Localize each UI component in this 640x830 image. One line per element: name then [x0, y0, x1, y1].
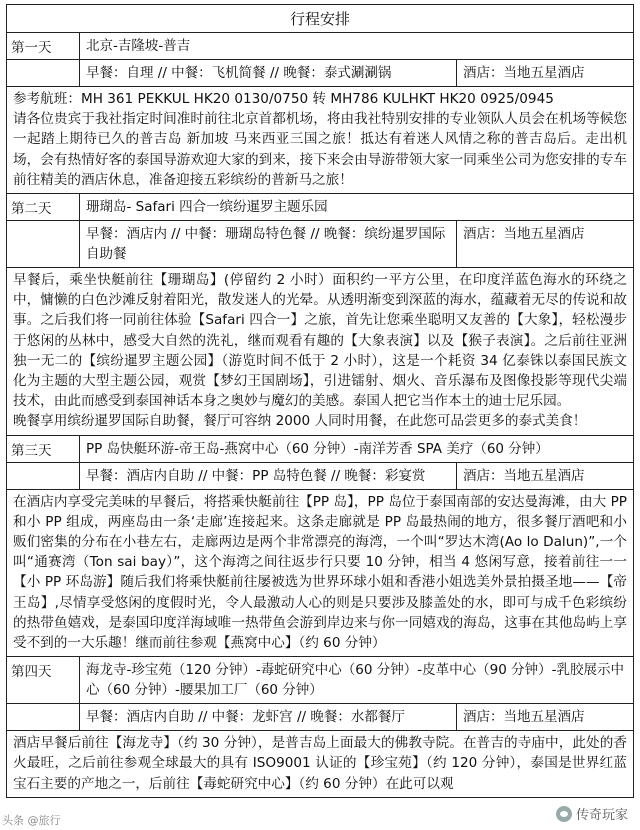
day-4-label: 第四天 — [7, 657, 80, 703]
day-3-meals: 早餐：酒店内自助 // 中餐：PP 岛特色餐 // 晚餐：彩宴赏 — [80, 463, 457, 489]
day-4-meals: 早餐：酒店内自助 // 中餐：龙虾宫 // 晚餐：水都餐厅 — [80, 704, 457, 730]
document-title: 行程安排 — [7, 5, 633, 33]
day-3-label: 第三天 — [7, 436, 80, 462]
day-4-header — [7, 657, 633, 704]
day-1-hotel: 酒店：当地五星酒店 — [463, 65, 585, 81]
day-4-description — [7, 731, 633, 797]
day-4-paragraph: 酒店早餐后前往【海龙寺】（约 30 分钟），是普吉岛上面最大的佛教寺院。在普吉的寺庙中，此处的香火最旺，之后前往参观全球最大的具有 ISO9001 认证的【珍宝苑】（约 120 分钟），泰国是世界红蓝宝石主要的产地之一，后前往【毒蛇研究中心】（约 60 分钟）在此可以观 — [13, 735, 627, 792]
day-1-meals: 早餐：自理 // 中餐：飞机简餐 // 晚餐：泰式涮涮锅 — [80, 60, 457, 86]
wechat-icon — [556, 806, 572, 822]
day-2-route: 珊瑚岛- Safari 四合一缤纷暹罗主题乐园 — [86, 199, 328, 216]
day-3-paragraph: 在酒店内享受完美味的早餐后，将搭乘快艇前往【PP 岛】，PP 岛位于泰国南部的安达曼海滩，由大 PP 和小 PP 组成，两座岛由一条‘走廊’连接起来。这条走廊就是 PP 岛最热闹的地方，很多餐厅酒吧和小贩们密集的分布在小巷左右，走廊两边是两个非常漂亮的海湾，一个叫“罗达木湾(Ao lo Dalun)”,一个叫“通赛湾（Ton sai bay）”，这个海湾之间往返步行只要 10 分钟，相当 4 悠闲写意，接着前往一一【小 PP 环岛游】随后我们将乘快艇前往屡被选为世界环球小姐和香港小姐选美外景拍摄圣地——【帝王岛】,尽情享受悠闲的度假时光，令人最激动人心的则是只要涉及膝盖处的水，即可与成千色彩缤纷的热带鱼嬉戏，是泰国印度洋海域唯一热带鱼会游到岸边来与你一同嬉戏的海岛，这事在其他岛屿上享受不到的一大乐趣！继而前往参观【燕窝中心】（约 60 分钟） — [13, 493, 627, 652]
day-3-route: PP 岛快艇环游-帝王岛-燕窝中心（60 分钟）-南洋芳香 SPA 美疗（60 分钟） — [86, 440, 549, 457]
itinerary-document — [6, 4, 634, 798]
day-2-label: 第二天 — [7, 194, 80, 220]
flight-info: 参考航班：MH 361 PEKKUL HK20 0130/0750 转 MH786 KULHKT HK20 0925/0945 — [13, 91, 554, 107]
day-1-description — [7, 87, 633, 194]
day-2-hotel: 酒店：当地五星酒店 — [463, 226, 585, 243]
day-2-meal-row — [7, 221, 633, 268]
day-4-hotel: 酒店：当地五星酒店 — [463, 709, 585, 726]
day-4-meal-row — [7, 704, 633, 731]
day-2-paragraph: 晚餐享用缤纷暹罗国际自助餐，餐厅可容纳 2000 人同时用餐，在此您可品尝更多的泰式美食！ — [13, 413, 587, 430]
day-2-header — [7, 194, 633, 221]
watermark-text: 传奇玩家 — [575, 808, 628, 823]
day-3-meal-row — [7, 463, 633, 490]
day-1-text: 请各位贵宾于我社指定时间准时前往北京首都机场，将由我社特别安排的专业领队人员会在机场等候您一起踏上期待已久的普吉岛 新加坡 马来西亚三国之旅！抵达有着迷人风情之称的普吉岛后。走出机场，会有热情好客的泰国导游欢迎大家的到来，接下来会由导游带领大家一同乘坐公司为您安排的专车前往精美的酒店休息，准备迎接五彩缤纷的普新马之旅！ — [13, 111, 627, 188]
day-2-description — [7, 268, 633, 436]
watermark — [552, 803, 632, 824]
day-3-header — [7, 436, 633, 463]
day-1-meal-row — [7, 60, 633, 87]
day-2-meals: 早餐：酒店内 // 中餐：珊瑚岛特色餐 // 晚餐：缤纷暹罗国际自助餐 — [80, 221, 457, 267]
day-4-route: 海龙寺-珍宝苑（120 分钟）-毒蛇研究中心（60 分钟）-皮革中心（90 分钟）-乳胶展示中心（60 分钟）-腰果加工厂（60 分钟） — [86, 662, 624, 699]
day-1-header — [7, 33, 633, 60]
day-3-hotel: 酒店：当地五星酒店 — [463, 467, 585, 484]
day-3-description — [7, 490, 633, 658]
day-2-paragraph: 早餐后，乘坐快艇前往【珊瑚岛】(停留约 2 小时）面积约一平方公里，在印度洋蓝色海水的环绕之中，慵懒的白色沙滩反射着阳光，散发迷人的光晕。从透明渐变到深蓝的海水，蕴藏着无尽的传说和故事。之后我们将一同前往体验【Safari 四合一】之旅，首先让您乘坐聪明又友善的【大象】，轻松漫步于悠闲的丛林中，感受大自然的洗礼，继而观看有趣的【大象表演】以及【猴子表演】。之后前往亚洲独一无二的【缤纷暹罗主题公园】（游览时间不低于 2 小时），这是一个耗资 34 亿泰铢以泰国民族文化为主题的大型主题公园，观赏【梦幻王国剧场】，引进镭射、烟火、音乐瀑布及图像投影等现代尖端技术，由此而感受到泰国神话本身之奥妙与魔幻的美感。泰国人把它当作本土的迪士尼乐园。 — [13, 272, 627, 410]
day-1-route: 北京-吉隆坡-普吉 — [86, 38, 191, 54]
corner-mark: 头条 @旅行 — [2, 814, 61, 827]
day-1-label: 第一天 — [7, 33, 80, 59]
